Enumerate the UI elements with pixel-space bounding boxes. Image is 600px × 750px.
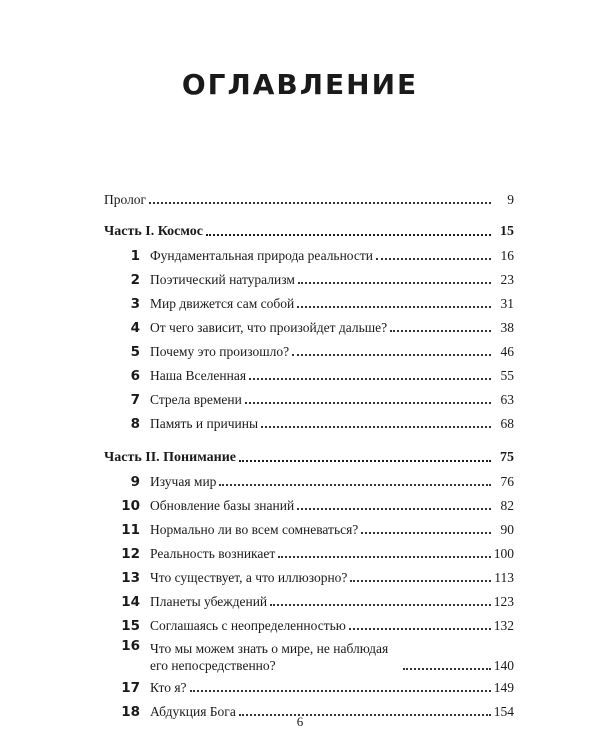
toc-part-label: Часть II. Понимание	[104, 450, 236, 465]
dot-leader	[349, 626, 491, 630]
chapter-number: 18	[121, 704, 140, 720]
chapter-title: Обновление базы знаний	[150, 498, 295, 513]
chapter-title: Поэтический натурализм	[150, 272, 295, 287]
dot-leader	[261, 424, 491, 428]
toc-page-number: 75	[500, 450, 514, 465]
toc-page-number: 23	[500, 272, 514, 287]
toc-chapter	[104, 266, 514, 288]
toc-chapter	[104, 290, 514, 312]
dot-leader	[298, 280, 491, 284]
toc-chapter	[104, 540, 514, 562]
chapter-title: Почему это произошло?	[150, 344, 290, 359]
chapter-number: 5	[130, 344, 140, 360]
toc-entry-label: Пролог	[104, 192, 147, 207]
toc-page-number: 100	[493, 546, 514, 561]
chapter-number: 11	[121, 522, 140, 538]
chapter-number: 7	[130, 392, 140, 408]
chapter-title: Что существует, а что иллюзорно?	[150, 570, 348, 585]
chapter-number: 4	[130, 320, 140, 336]
chapter-number: 8	[130, 416, 140, 432]
toc-chapter	[104, 468, 514, 490]
chapter-title: Фундаментальная природа реальности	[150, 248, 374, 263]
chapter-title: Планеты убеждений	[150, 594, 268, 609]
toc-chapter	[104, 492, 514, 514]
toc-page-number: 55	[500, 368, 514, 383]
chapter-number: 6	[130, 368, 140, 384]
toc-chapter	[104, 314, 514, 336]
toc-chapter	[104, 338, 514, 360]
dot-leader	[219, 482, 491, 486]
dot-leader	[297, 304, 491, 308]
chapter-number: 10	[121, 498, 140, 514]
toc-page-number: 38	[500, 320, 514, 335]
chapter-number: 9	[130, 474, 140, 490]
toc-page-number: 46	[500, 344, 514, 359]
page-title: ОГЛАВЛЕНИЕ	[181, 68, 419, 101]
toc-chapter	[104, 588, 514, 610]
toc-part-label: Часть I. Космос	[104, 224, 203, 239]
chapter-title: Наша Вселенная	[150, 368, 247, 383]
chapter-number: 17	[121, 680, 140, 696]
chapter-number: 2	[130, 272, 140, 288]
dot-leader	[206, 232, 491, 236]
toc-page-number: 68	[500, 416, 514, 431]
dot-leader	[403, 666, 491, 670]
dot-leader	[350, 578, 491, 582]
chapter-number: 14	[121, 594, 140, 610]
toc-page-number: 16	[500, 248, 514, 263]
toc-page-number: 15	[500, 224, 514, 239]
chapter-title: От чего зависит, что произойдет дальше?	[150, 320, 388, 335]
dot-leader	[292, 352, 491, 356]
toc-chapter	[104, 516, 514, 538]
toc-entry-prologue	[104, 186, 514, 208]
toc-part-heading	[104, 444, 514, 466]
toc-page-number: 113	[494, 570, 514, 585]
dot-leader	[249, 376, 491, 380]
chapter-number: 3	[130, 296, 140, 312]
dot-leader	[361, 530, 491, 534]
toc-chapter	[104, 362, 514, 384]
toc-page-number: 90	[500, 522, 514, 537]
toc-page-number: 76	[500, 474, 514, 489]
chapter-title: Стрела времени	[150, 392, 242, 407]
chapter-title: Мир движется сам собой	[150, 296, 295, 311]
dot-leader	[390, 328, 491, 332]
toc-part-heading	[104, 218, 514, 240]
toc-page-number: 123	[493, 594, 514, 609]
toc-page-number: 9	[507, 192, 514, 207]
toc-chapter	[104, 674, 514, 696]
toc-page-number: 63	[500, 392, 514, 407]
toc-chapter	[104, 612, 514, 634]
chapter-number: 15	[121, 618, 140, 634]
dot-leader	[239, 458, 491, 462]
toc-chapter	[104, 242, 514, 264]
chapter-title: Абдукция Бога	[150, 704, 236, 719]
toc-page-number: 140	[493, 658, 514, 673]
dot-leader	[270, 602, 491, 606]
chapter-title: Кто я?	[150, 680, 187, 695]
toc-chapter	[104, 410, 514, 432]
toc-chapter	[104, 638, 514, 674]
chapter-title: Что мы можем знать о мире, не наблюдая его непосредственно?	[150, 641, 389, 673]
toc-page-number: 132	[493, 618, 514, 633]
chapter-title: Нормально ли во всем сомневаться?	[150, 522, 359, 537]
dot-leader	[190, 688, 491, 692]
chapter-number: 13	[121, 570, 140, 586]
dot-leader	[245, 400, 491, 404]
page-number: 6	[296, 714, 304, 729]
toc-page-number: 31	[500, 296, 514, 311]
toc-page-number: 82	[500, 498, 514, 513]
dot-leader	[278, 554, 490, 558]
chapter-title: Память и причины	[150, 416, 259, 431]
chapter-number: 12	[121, 546, 140, 562]
toc-chapter	[104, 386, 514, 408]
chapter-title: Изучая мир	[150, 474, 217, 489]
chapter-number: 16	[121, 638, 140, 654]
chapter-title: Соглашаясь с неопределенностью	[150, 618, 346, 633]
dot-leader	[376, 256, 491, 260]
toc-chapter	[104, 564, 514, 586]
chapter-title: Реальность возникает	[150, 546, 276, 561]
dot-leader	[297, 506, 491, 510]
dot-leader	[149, 200, 491, 204]
toc-page-number: 149	[493, 680, 514, 695]
toc-page-number: 154	[493, 704, 514, 719]
chapter-number: 1	[130, 248, 140, 264]
